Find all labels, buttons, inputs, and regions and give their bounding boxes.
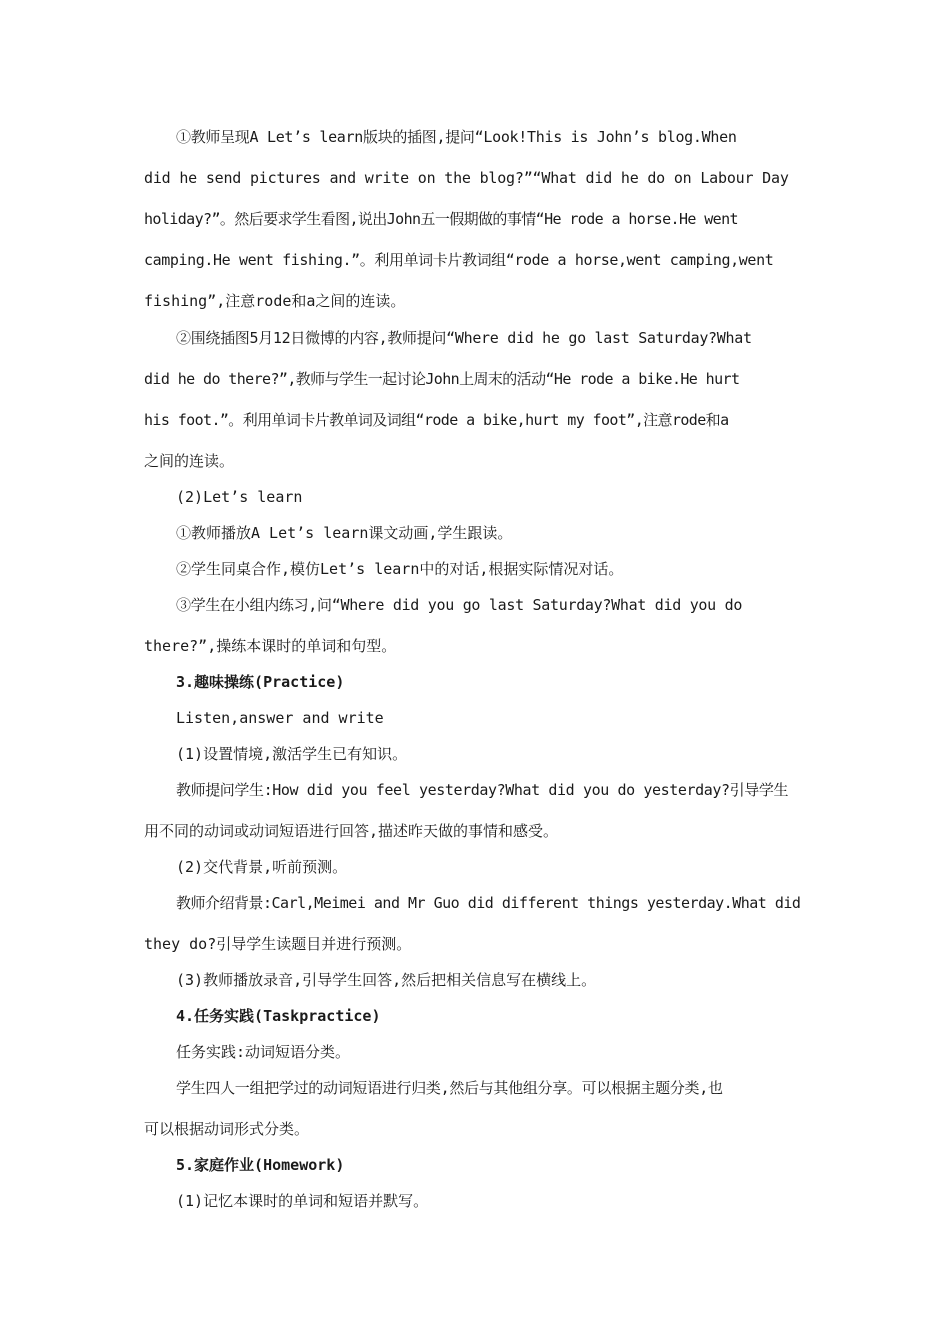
- paragraph-line: (1)记忆本课时的单词和短语并默写。: [176, 1192, 429, 1210]
- paragraph-line: they do?引导学生读题目并进行预测。: [144, 935, 412, 953]
- paragraph-line: did he do there?”,教师与学生一起讨论John上周末的活动“He rode a bike.He hurt: [144, 370, 740, 388]
- paragraph-line: 教师提问学生:How did you feel yesterday?What did you do yesterday?引导学生: [176, 781, 789, 799]
- paragraph-line: (2)交代背景,听前预测。: [176, 858, 348, 876]
- section-heading-task: 4.任务实践(Taskpractice): [176, 1007, 381, 1025]
- paragraph-line: ①教师呈现A Let’s learn版块的插图,提问“Look!This is John’s blog.When: [176, 128, 737, 146]
- paragraph-line: (3)教师播放录音,引导学生回答,然后把相关信息写在横线上。: [176, 971, 597, 989]
- paragraph-line: camping.He went fishing.”。利用单词卡片教词组“rode a horse,went camping,went: [144, 251, 774, 269]
- paragraph-line: ②学生同桌合作,模仿Let’s learn中的对话,根据实际情况对话。: [176, 560, 624, 578]
- paragraph-line: Listen,answer and write: [176, 709, 384, 727]
- paragraph-line: holiday?”。然后要求学生看图,说出John五一假期做的事情“He rode a horse.He went: [144, 210, 738, 228]
- section-heading: (2)Let’s learn: [176, 488, 303, 506]
- paragraph-line: 可以根据动词形式分类。: [144, 1120, 310, 1138]
- paragraph-line: fishing”,注意rode和a之间的连读。: [144, 292, 406, 310]
- paragraph-line: 任务实践:动词短语分类。: [176, 1043, 351, 1061]
- paragraph-line: there?”,操练本课时的单词和句型。: [144, 637, 397, 655]
- paragraph-line: 用不同的动词或动词短语进行回答,描述昨天做的事情和感受。: [144, 822, 559, 840]
- paragraph-line: 之间的连读。: [144, 452, 235, 470]
- paragraph-line: (1)设置情境,激活学生已有知识。: [176, 745, 408, 763]
- paragraph-line: 学生四人一组把学过的动词短语进行归类,然后与其他组分享。可以根据主题分类,也: [176, 1079, 723, 1097]
- section-heading-practice: 3.趣味操练(Practice): [176, 673, 345, 691]
- paragraph-line: did he send pictures and write on the blog?”“What did he do on Labour Day: [144, 169, 789, 187]
- paragraph-line: ③学生在小组内练习,问“Where did you go last Saturday?What did you do: [176, 596, 743, 614]
- paragraph-line: ①教师播放A Let’s learn课文动画,学生跟读。: [176, 524, 513, 542]
- section-heading-homework: 5.家庭作业(Homework): [176, 1156, 345, 1174]
- paragraph-line: 教师介绍背景:Carl,Meimei and Mr Guo did different things yesterday.What did: [176, 894, 801, 912]
- paragraph-line: ②围绕插图5月12日微博的内容,教师提问“Where did he go last Saturday?What: [176, 329, 752, 347]
- paragraph-line: his foot.”。利用单词卡片教单词及词组“rode a bike,hurt my foot”,注意rode和a: [144, 411, 729, 429]
